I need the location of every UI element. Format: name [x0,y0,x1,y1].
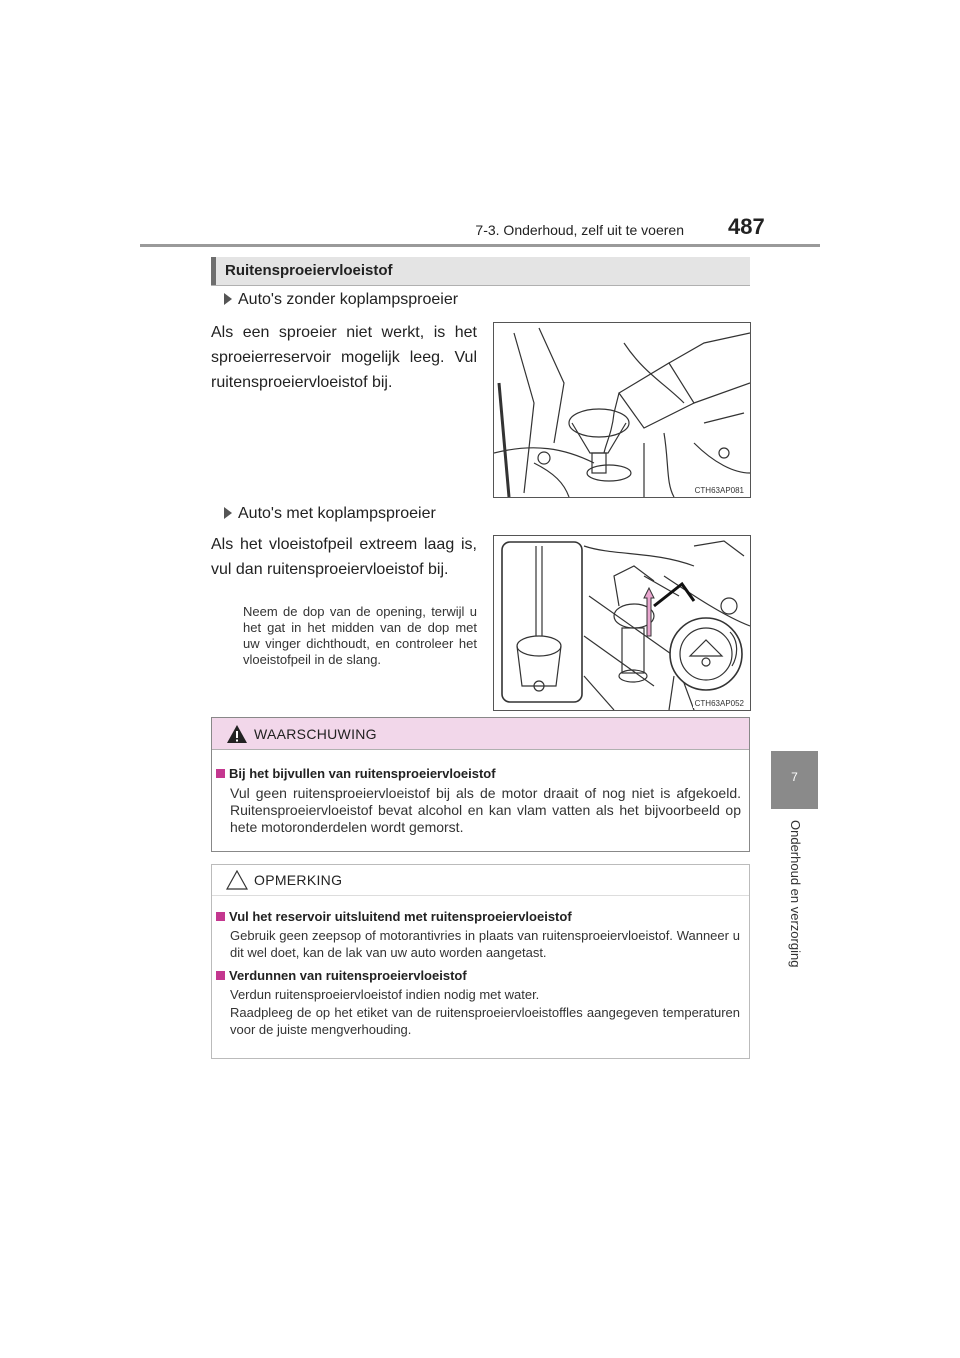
item1-heading [224,291,458,309]
item2-note: Neem de dop van de opening, terwijl u het gat in het midden van de dop met uw vinger dichthoudt, en controleer het vloeistofpeil in de slang. [243,604,477,667]
warning-label: WAARSCHUWING [254,726,377,742]
notice-item1-text: Gebruik geen zeepsop of motorantivries in plaats van ruitensproeiervloeistof. Wanneer u dit wel doet, kan de lak van uw auto worden aangetast. [230,928,740,960]
notice-triangle-icon [226,870,248,890]
figure-fluid-level-check [493,535,751,711]
item2-heading [224,505,436,523]
page-number: 487 [728,214,765,239]
header-rule [140,244,820,247]
square-bullet-icon [216,971,225,980]
notice-box [211,864,750,1059]
item1-heading-text: Auto's zonder koplampsproeier [238,291,459,308]
warning-item-title [216,766,496,781]
warning-item-text: Vul geen ruitensproeiervloeistof bij als de motor draait of nog niet is afgekoeld. Ruitensproeiervloeistof bevat alcohol en kan vlam vatten als het bijvoorbeeld op hete motoronderdelen wordt gemorst. [230,785,741,835]
section-accent [211,257,216,285]
notice-label: OPMERKING [254,872,343,888]
notice-item1-title-text: Vul het reservoir uitsluitend met ruitensproeiervloeistof [229,909,572,924]
notice-header [212,865,749,896]
notice-item1-title [216,909,572,924]
item2-heading-text: Auto's met koplampsproeier [238,505,436,522]
washer-funnel-illustration [494,323,750,497]
warning-box [211,717,750,852]
figure-label: CTH63AP081 [694,486,744,495]
section-title: Ruitensproeiervloeistof [225,262,393,279]
warning-triangle-icon [226,724,248,744]
square-bullet-icon [216,912,225,921]
figure-label: CTH63AP052 [694,699,744,708]
notice-item2-text2: Raadpleeg de op het etiket van de ruitensproeiervloeistoffles aangegeven temperaturen voor de juiste mengverhouding. [230,1005,740,1037]
chapter-tab: 7 [771,751,818,809]
fluid-level-illustration [494,536,750,710]
figure-washer-fill-funnel [493,322,751,498]
item1-text: Als een sproeier niet werkt, is het sproeierreservoir mogelijk leeg. Vul ruitensproeiervloeistof bij. [211,324,477,391]
triangle-bullet-icon [224,293,232,305]
square-bullet-icon [216,769,225,778]
warning-header [212,718,749,750]
notice-item2-title-text: Verdunnen van ruitensproeiervloeistof [229,968,467,983]
notice-item2-title [216,968,467,983]
warning-item-title-text: Bij het bijvullen van ruitensproeiervloeistof [229,766,496,781]
item2-text: Als het vloeistofpeil extreem laag is, vul dan ruitensproeiervloeistof bij. [211,536,477,578]
notice-item2-text1: Verdun ruitensproeiervloeistof indien nodig met water. [230,987,540,1002]
chapter-title: Onderhoud en verzorging [788,820,803,968]
running-header: 7-3. Onderhoud, zelf uit te voeren [475,222,684,238]
section-header [211,257,750,286]
triangle-bullet-icon [224,507,232,519]
